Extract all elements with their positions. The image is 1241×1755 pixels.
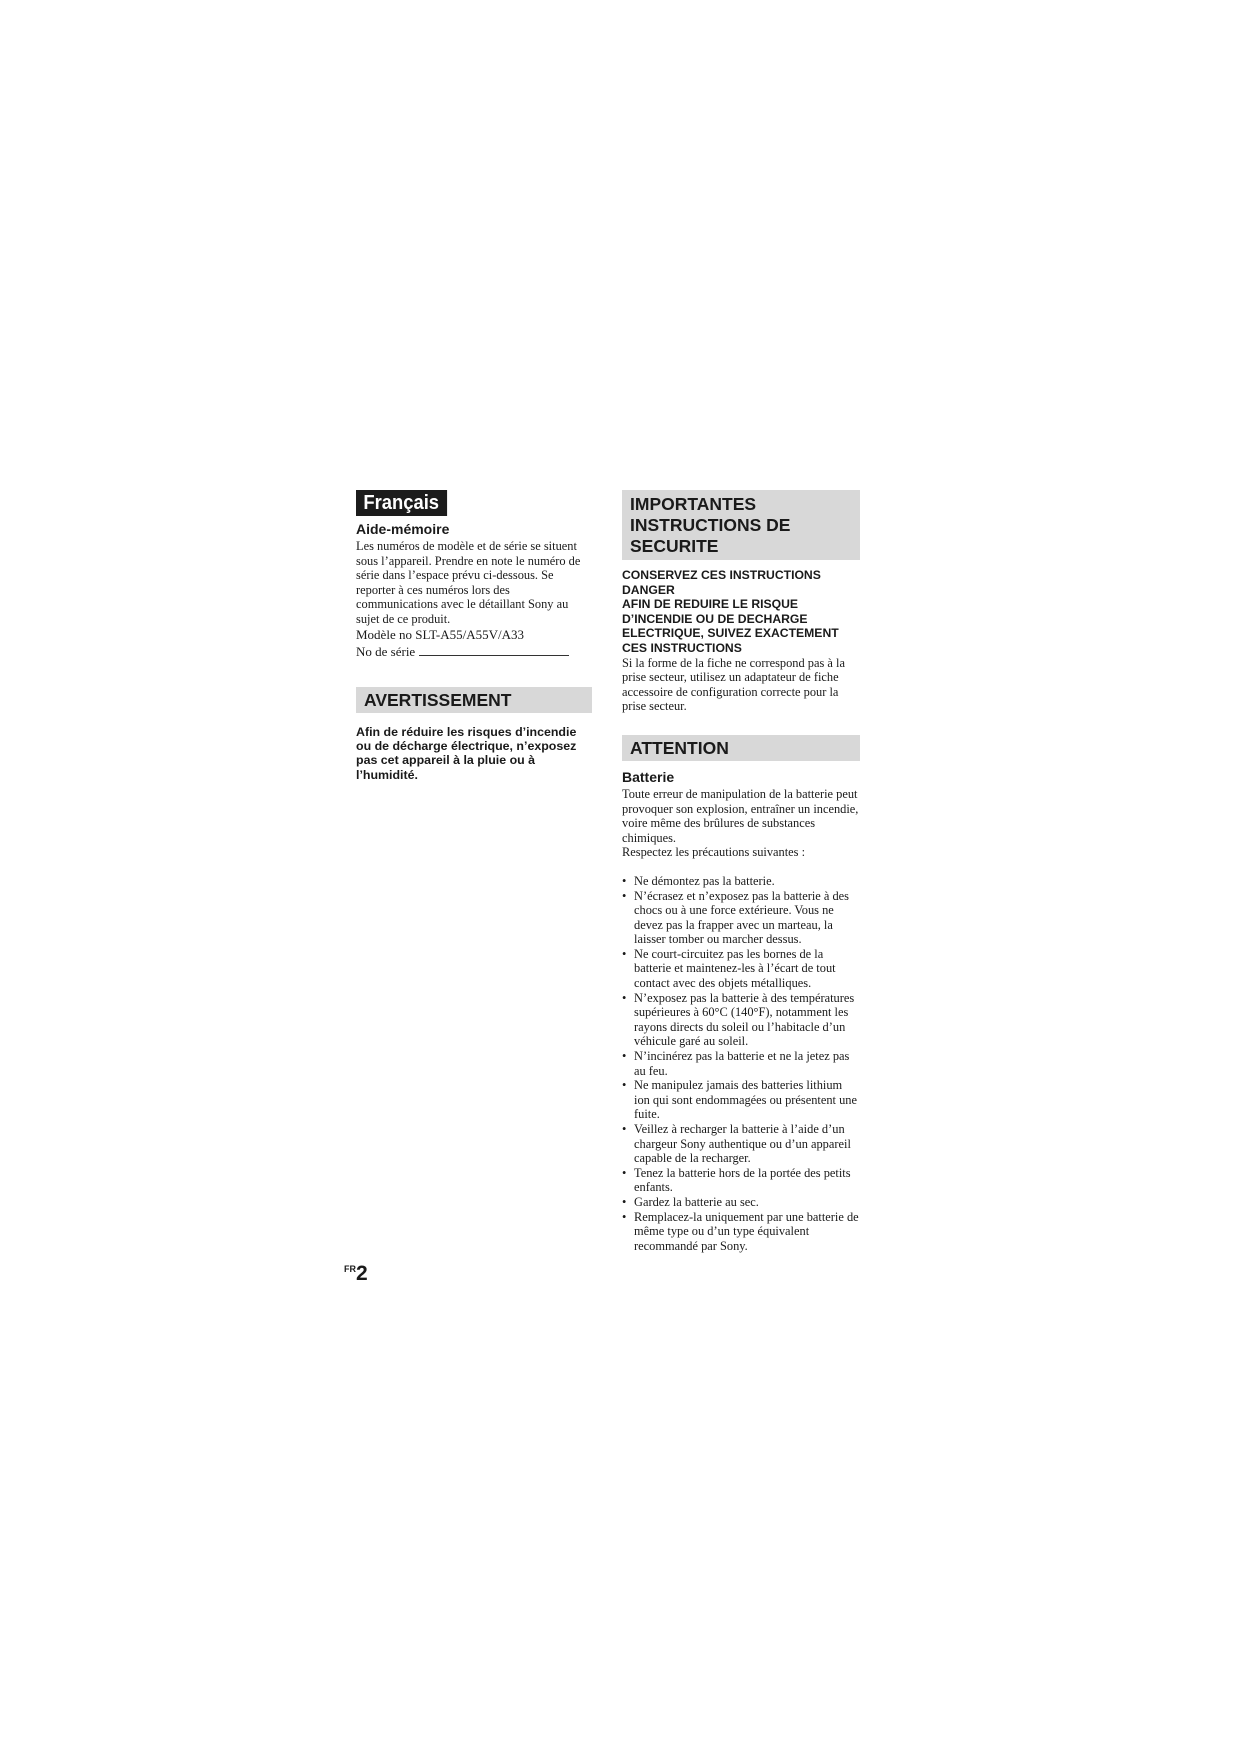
safety-title-bar <box>622 490 860 560</box>
safety-title: IMPORTANTES INSTRUCTIONS DE SECURITE <box>630 494 791 556</box>
battery-respect: Respectez les précautions suivantes : <box>622 845 806 860</box>
left-column <box>356 490 592 782</box>
caps-line-conservez: CONSERVEZ CES INSTRUCTIONS <box>622 568 821 582</box>
language-tab-label: Français <box>356 490 447 516</box>
battery-intro: Toute erreur de manipulation de la batterie peut provoquer son explosion, entraîner un incendie, voire même des brûlures de substances chimiques. <box>622 786 859 845</box>
list-item: • Ne manipulez jamais des batteries lithium ion qui sont endommagées ou présentent une fuite. <box>622 1078 860 1122</box>
list-item: • Remplacez-la uniquement par une batterie de même type ou d’un type équivalent recommandé par Sony. <box>622 1210 860 1254</box>
memo-text: Les numéros de modèle et de série se situent sous l’appareil. Prendre en note le numéro de série dans l’espace prévu ci-dessous. Se reporter à ces numéros lors des communications avec le détaillant Sony au sujet de ce produit. <box>356 539 581 626</box>
caps-line-reduire: AFIN DE REDUIRE LE RISQUE D’INCENDIE OU DE DECHARGE ELECTRIQUE, SUIVEZ EXACTEMENT CES INSTRUCTIONS <box>622 597 839 655</box>
memo-heading: Aide-mémoire <box>356 521 450 537</box>
model-line: Modèle no SLT-A55/A55V/A33 <box>356 626 525 642</box>
safety-text: Si la forme de la fiche ne correspond pas à la prise secteur, utilisez un adaptateur de fiche accessoire de configuration correcte pour la prise secteur. <box>622 655 845 714</box>
right-column <box>622 490 860 1253</box>
list-item: • N’exposez pas la batterie à des températures supérieures à 60°C (140°F), notamment les rayons directs du soleil ou l’habitacle d’un véhicule garé au soleil. <box>622 991 860 1049</box>
list-item: • Gardez la batterie au sec. <box>622 1195 860 1210</box>
language-tab <box>356 490 592 516</box>
list-item: • Tenez la batterie hors de la portée des petits enfants. <box>622 1166 860 1195</box>
warning-title-bar <box>356 687 592 713</box>
attention-title-bar <box>622 735 860 761</box>
warning-text: Afin de réduire les risques d’incendie ou de décharge électrique, n’exposez pas cet appareil à la pluie ou à l’humidité. <box>356 724 577 782</box>
serial-blank <box>419 643 569 656</box>
battery-precautions-list <box>622 874 860 1253</box>
serial-line <box>356 643 592 660</box>
page-number-value: 2 <box>356 1262 368 1285</box>
safety-caps-block <box>622 568 860 656</box>
warning-title: AVERTISSEMENT <box>364 689 512 710</box>
list-item: • N’écrasez et n’exposez pas la batterie à des chocs ou à une force extérieure. Vous ne devez pas la frapper avec un marteau, la laisser tomber ou marcher dessus. <box>622 889 860 947</box>
list-item: • Ne démontez pas la batterie. <box>622 874 860 889</box>
battery-heading: Batterie <box>622 768 675 785</box>
page-prefix: FR <box>344 1264 356 1274</box>
list-item: • Veillez à recharger la batterie à l’aide d’un chargeur Sony authentique ou d’un appareil capable de la recharger. <box>622 1122 860 1166</box>
list-item: • N’incinérez pas la batterie et ne la jetez pas au feu. <box>622 1049 860 1078</box>
attention-title: ATTENTION <box>630 737 729 758</box>
list-item: • Ne court-circuitez pas les bornes de la batterie et maintenez-les à l’écart de tout contact avec des objets métalliques. <box>622 947 860 991</box>
page-number <box>344 1262 368 1286</box>
serial-label: No de série <box>356 643 416 659</box>
caps-line-danger: DANGER <box>622 582 675 597</box>
